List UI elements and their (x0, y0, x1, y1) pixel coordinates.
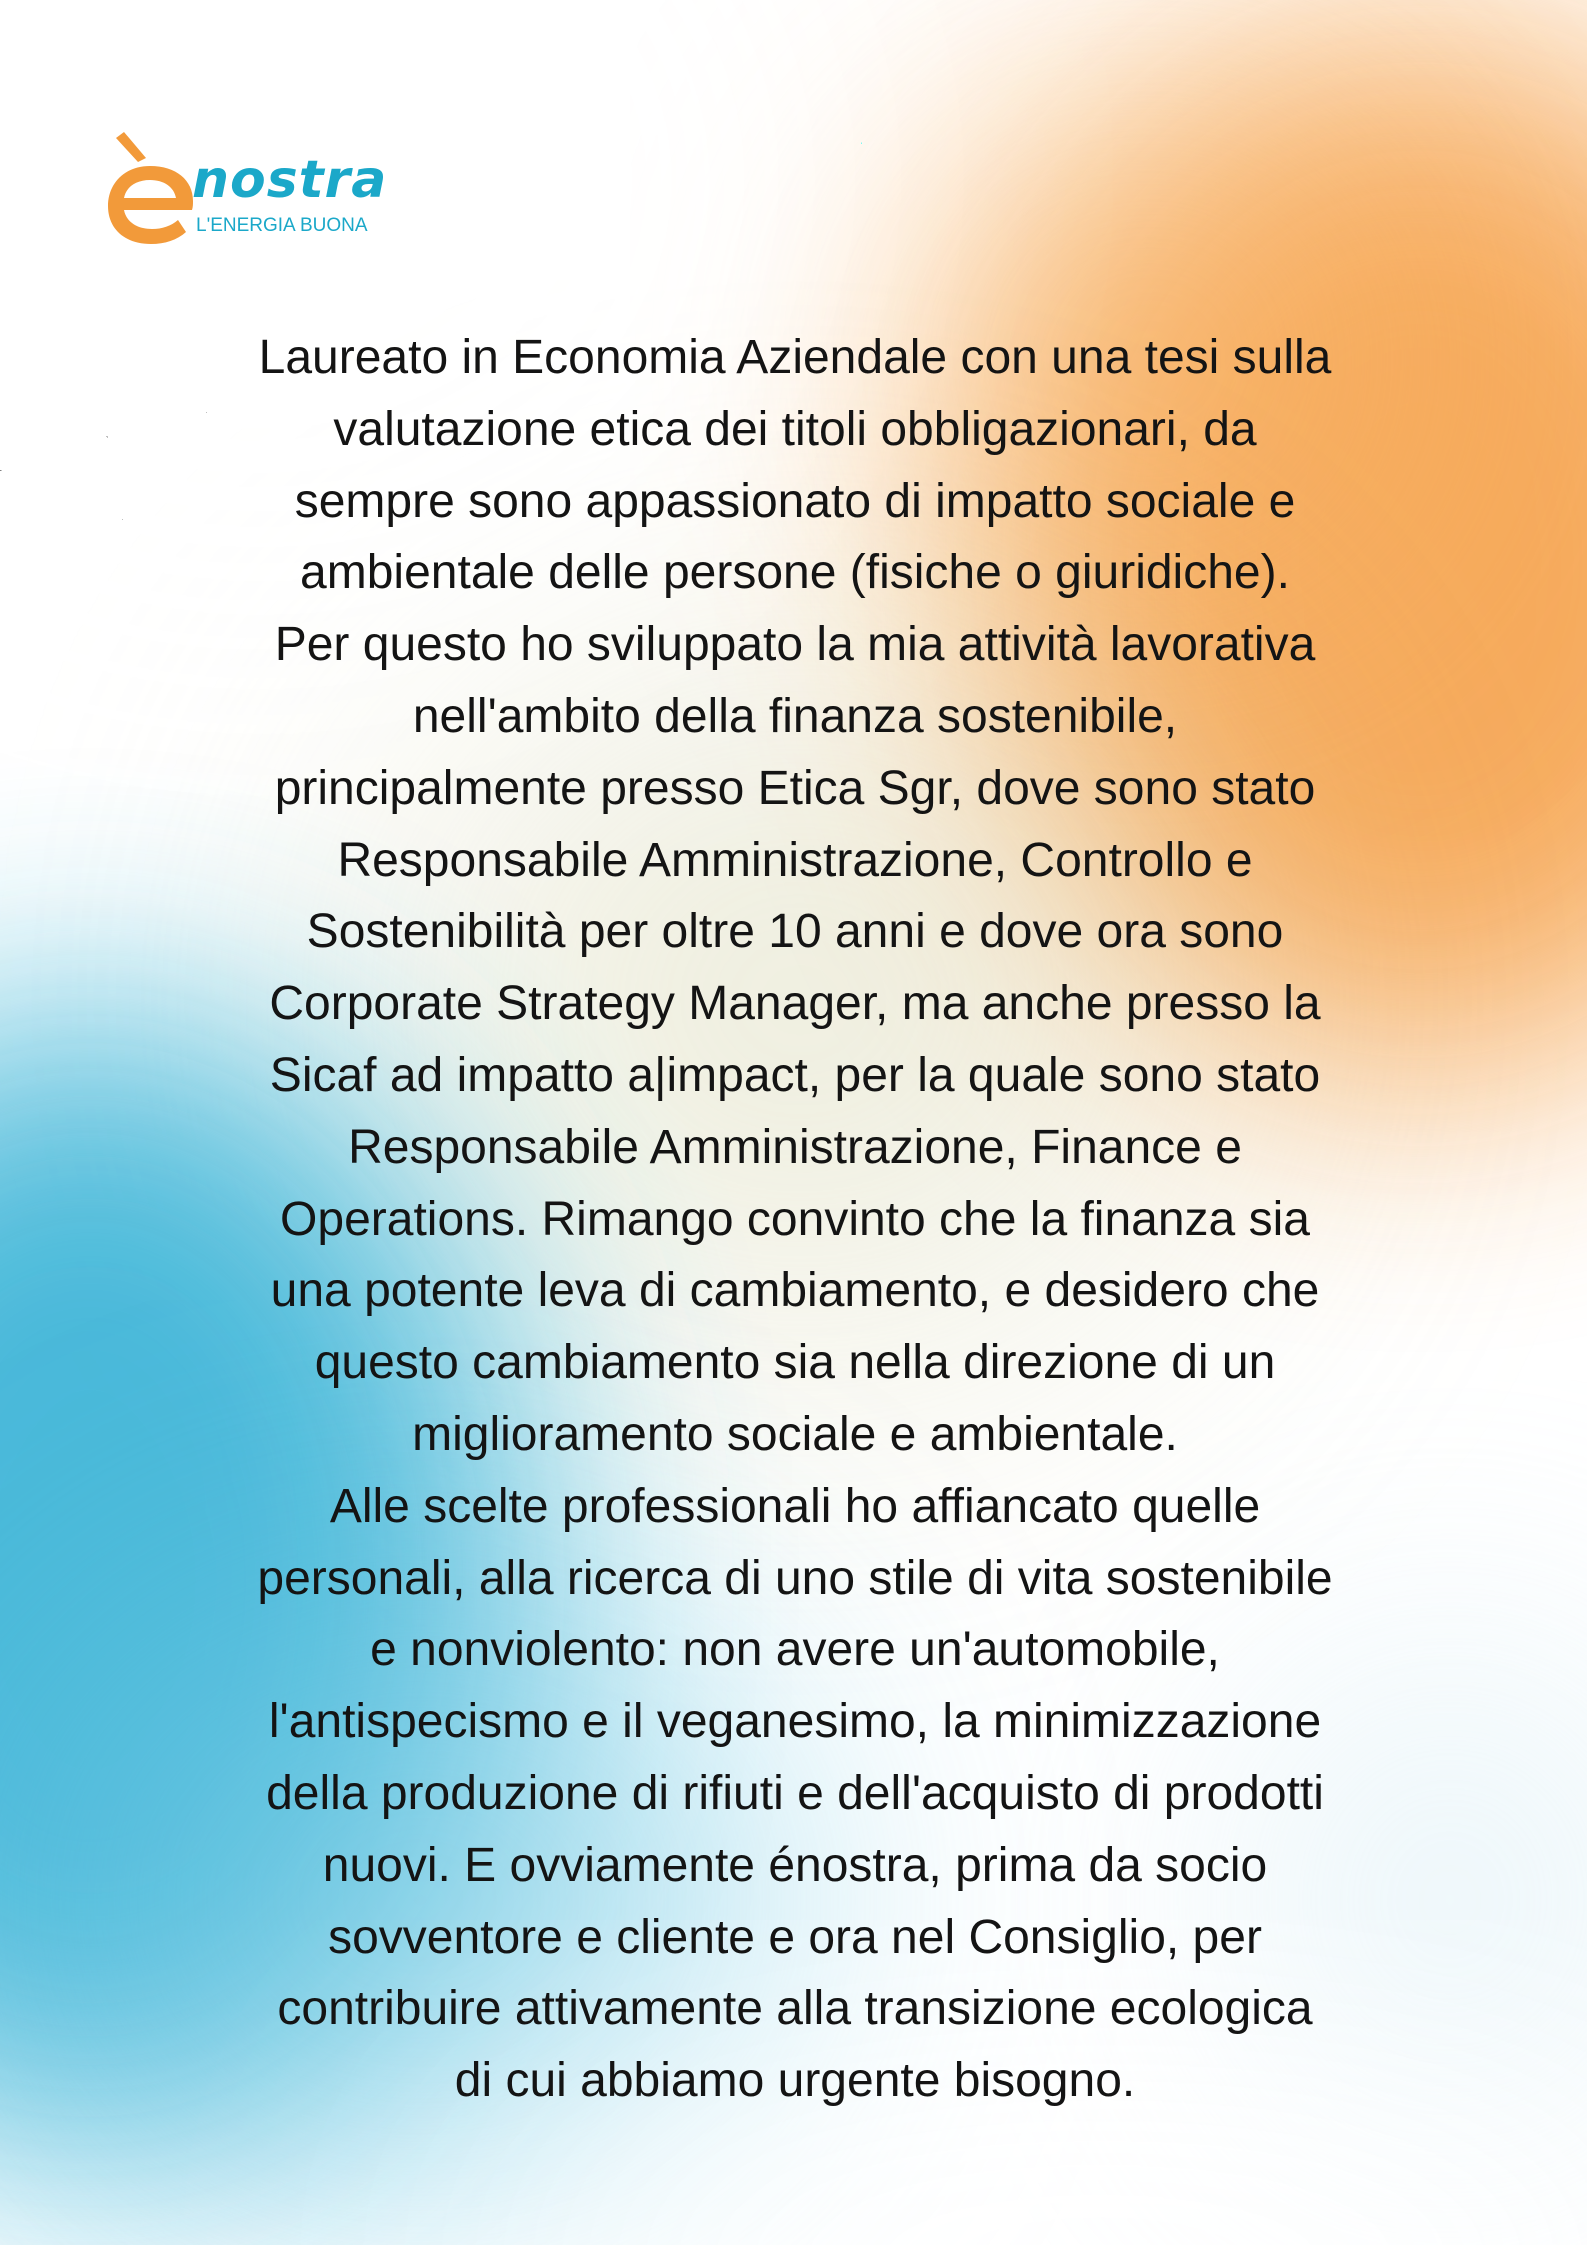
logo-wordmark: nostra (192, 150, 388, 210)
enostra-logo (102, 128, 402, 248)
bio-text: Laureato in Economia Aziendale con una tesi sulla valutazione etica dei titoli obbligazionari, da sempre sono appassionato di impatto sociale e ambientale delle persone (fisiche o giuridiche). Per questo ho sviluppato la mia attività lavorativa nell'ambito della finanza sostenibile, principalmente presso Etica Sgr, dove sono stato Responsabile Amministrazione, Controllo e Sostenibilità per oltre 10 anni e dove ora sono Corporate Strategy Manager, ma anche presso la Sicaf ad impatto a|impact, per la quale sono stato Responsabile Amministrazione, Finance e Operations. Rimango convinto che la finanza sia una potente leva di cambiamento, e desidero che questo cambiamento sia nella direzione di un miglioramento sociale e ambientale. Alle scelte professionali ho affiancato quelle personali, alla ricerca di uno stile di vita sostenibile e nonviolento: non avere un'automobile, l'antispecismo e il veganesimo, la minimizzazione della produzione di rifiuti e dell'acquisto di prodotti nuovi. E ovviamente énostra, prima da socio sovventore e cliente e ora nel Consiglio, per contribuire attivamente alla transizione ecologica di cui abbiamo urgente bisogno. (257, 331, 1333, 2108)
logo-tagline: L'ENERGIA BUONA (196, 215, 368, 236)
